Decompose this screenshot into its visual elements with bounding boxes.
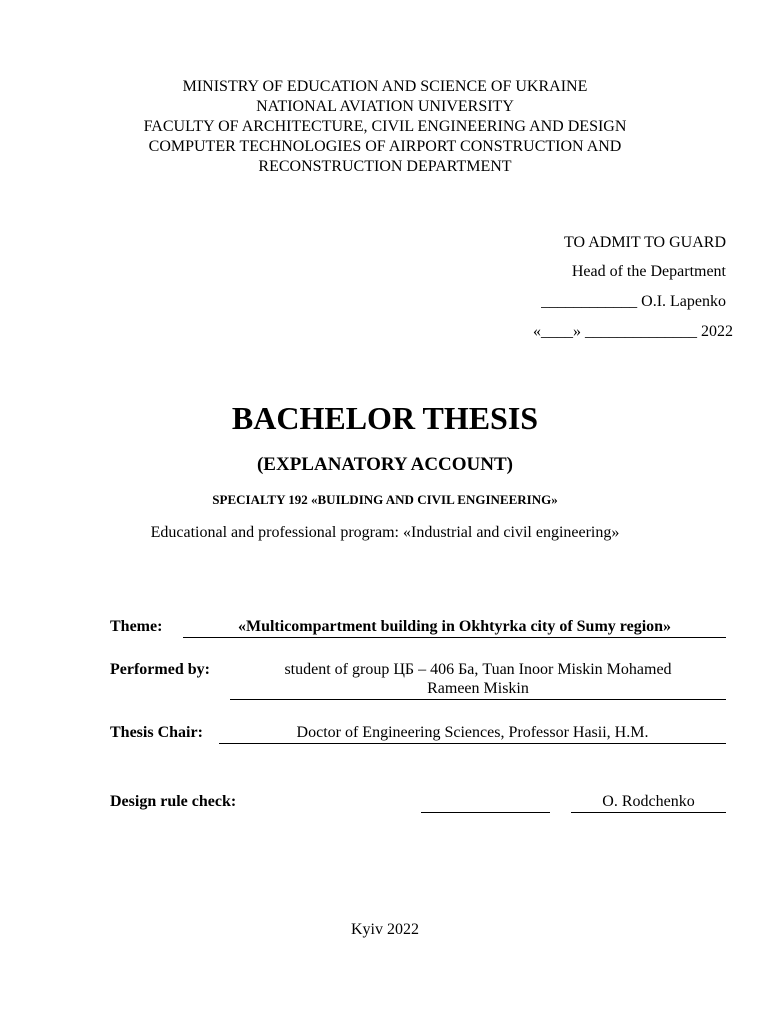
city-year: Kyiv 2022 — [351, 921, 419, 938]
faculty-line: FACULTY OF ARCHITECTURE, CIVIL ENGINEERING AND DESIGN — [143, 118, 627, 135]
thesis-title: BACHELOR THESIS — [231, 400, 539, 436]
performed-value-line2: Rameen Miskin — [230, 680, 726, 700]
drc-name: O. Rodchenko — [571, 793, 726, 813]
admit-position: Head of the Department — [571, 263, 726, 280]
drc-label: Design rule check: — [110, 793, 237, 810]
ministry-line: MINISTRY OF EDUCATION AND SCIENCE OF UKRAINE — [182, 78, 588, 95]
chair-value: Doctor of Engineering Sciences, Professor Hasii, H.M. — [219, 724, 726, 744]
theme-value: «Multicompartment building in Okhtyrka city of Sumy region» — [183, 618, 726, 638]
chair-label: Thesis Chair: — [110, 724, 203, 741]
admit-signature-line: ____________ O.I. Lapenko — [541, 293, 726, 310]
program-line: Educational and professional program: «Industrial and civil engineering» — [150, 524, 620, 541]
theme-label: Theme: — [110, 618, 163, 635]
performed-value-line1: student of group ЦБ – 406 Ба, Tuan Inoor Miskin Mohamed — [284, 661, 672, 678]
department-line-2: RECONSTRUCTION DEPARTMENT — [258, 158, 512, 175]
department-line-1: COMPUTER TECHNOLOGIES OF AIRPORT CONSTRUCTION AND — [148, 138, 622, 155]
drc-signature-line — [421, 793, 550, 813]
specialty-line: SPECIALTY 192 «BUILDING AND CIVIL ENGINEERING» — [212, 492, 558, 507]
admit-date-line: «____» ______________ 2022 — [533, 323, 733, 340]
admit-heading: TO ADMIT TO GUARD — [564, 234, 726, 251]
performed-label: Performed by: — [110, 661, 210, 678]
thesis-subtitle: (EXPLANATORY ACCOUNT) — [256, 454, 514, 475]
university-line: NATIONAL AVIATION UNIVERSITY — [256, 98, 514, 115]
